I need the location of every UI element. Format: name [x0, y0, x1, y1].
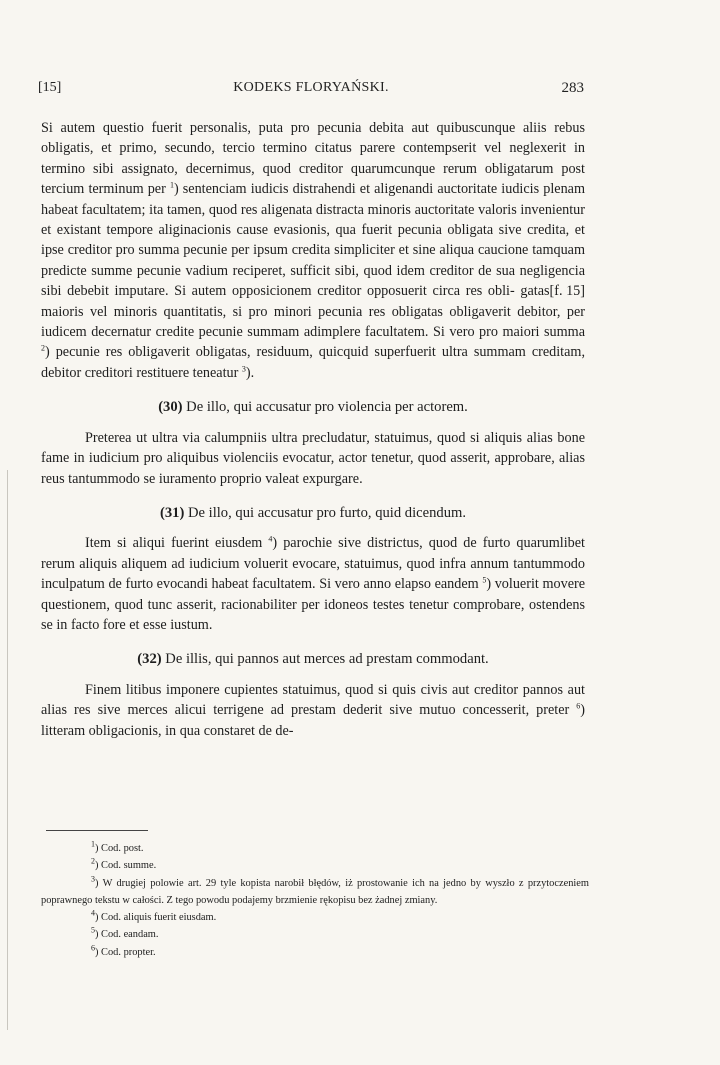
footnote-ref: 6	[576, 701, 581, 711]
article-heading-31: (31) De illo, qui accusatur pro furto, quid dicendum.	[160, 504, 466, 521]
footnote-ref: 1	[169, 180, 174, 190]
footnote: $^3$) W drugiej polowie art. 29 tyle kopista narobił błędów, iż prostowanie ich na jedno by wyszło z przytoczeniem poprawnego tekstu w całości. Z tego powodu podajemy brzmienie rękopisu bez żadnej zmiany.	[41, 874, 589, 906]
running-header	[38, 80, 584, 100]
paragraph-32: Finem litibus imponere cupientes statuimus, quod si quis civis aut creditor pannos aut alias res sive merces alicui terrigene ad prestam dederit sive mutuo concesserit, preter $^6$) litteram obligacionis, in qua constaret de de-	[41, 681, 586, 739]
article-heading-32: (32) De illis, qui pannos aut merces ad prestam commodant.	[137, 651, 489, 668]
footnote-ref: 3	[241, 364, 246, 374]
paragraph-30: Preterea ut ultra via calumpniis ultra precludatur, statuimus, quod si aliquis alias bone fame in iudicium pro aliquibus violenciis evocatur, actor tenetur, quod asserit, approbare, alias reus tantummodo se iuramento proprio valeat expurgare.	[41, 429, 585, 487]
header-section-marker: [15]	[38, 80, 62, 95]
footnote: $^6$) Cod. propter.	[91, 943, 156, 958]
main-text	[41, 118, 585, 741]
footnote: $^5$) Cod. eandam.	[91, 926, 159, 941]
paragraph-29-continued: Si autem questio fuerit personalis, puta pro pecunia debita aut quibuscunque aliis rebus obligatis, et primo, secundo, tercio termino citatus parere contempserit vel neglexerit in termino sibi assignato, decernimus, quod creditor quarumcunque rerum obligatarum post tercium terminum per $^1$) sentenciam iudicis distrahendi et aligenandi auctoritate iudicis plenam habeat facultatem; ita tamen, quod res aligenata distracta minoris auctoritate valoris invenientur et existant tempore aliginacionis cause evasionis, qua fuerit pecunia obligata sive credita, et ipse creditor pro summa pecunie per ipsum credita simpliciter et sine aliqua caucione tamquam predicte summe pecunie vadium reciperet, sufficit sibi, quod idem creditor de sua negligencia sibi debebit imputare. Si autem opposicionem creditor opposuerit circa res obli- [f. 15] gatas maioris vel minoris quantitatis, si pro minori pecunia res obligatas obligaverit debitor, per iudicem decernatur credite pecunie summam adimplere facultatem. Si vero pro maiori summa $^2$) pecunie res obligaverit obligatas, residuum, quicquid superfuerit ultra summam creditam, debitor creditori restituere teneatur $^3$).	[41, 120, 585, 381]
footnote-ref: 2	[41, 343, 45, 353]
page-number: 283	[561, 80, 584, 96]
article-heading-30: (30) De illo, qui accusatur pro violencia per actorem.	[158, 399, 468, 416]
footnote-divider	[46, 830, 148, 831]
footnote-ref: 5	[482, 575, 487, 585]
paragraph-31: Item si aliqui fuerint eiusdem $^4$) parochie sive districtus, quod de furto quarumlibet rerum aliquis aliquem ad iudicium voluerit evocare, statuimus, quod infra annum tantummodo inculpatum de furto evocandi habeat facultatem. Si vero anno elapso eandem $^5$) voluerit movere questionem, quod tunc asserit, racionabiliter per idoneos testes tenetur comprobare, ostendens se in facto fore et esse iustum.	[41, 534, 586, 633]
footnote-ref: 4	[268, 534, 273, 544]
footnotes	[41, 840, 589, 961]
header-title: KODEKS FLORYAŃSKI.	[233, 80, 389, 95]
footnote: $^2$) Cod. summe.	[91, 856, 157, 872]
page-edge-line	[7, 470, 8, 1030]
footnote: $^1$) Cod. post.	[91, 839, 144, 854]
footnote: $^4$) Cod. aliquis fuerit eiusdam.	[91, 908, 217, 924]
folio-marker: [f. 15]	[549, 283, 585, 300]
